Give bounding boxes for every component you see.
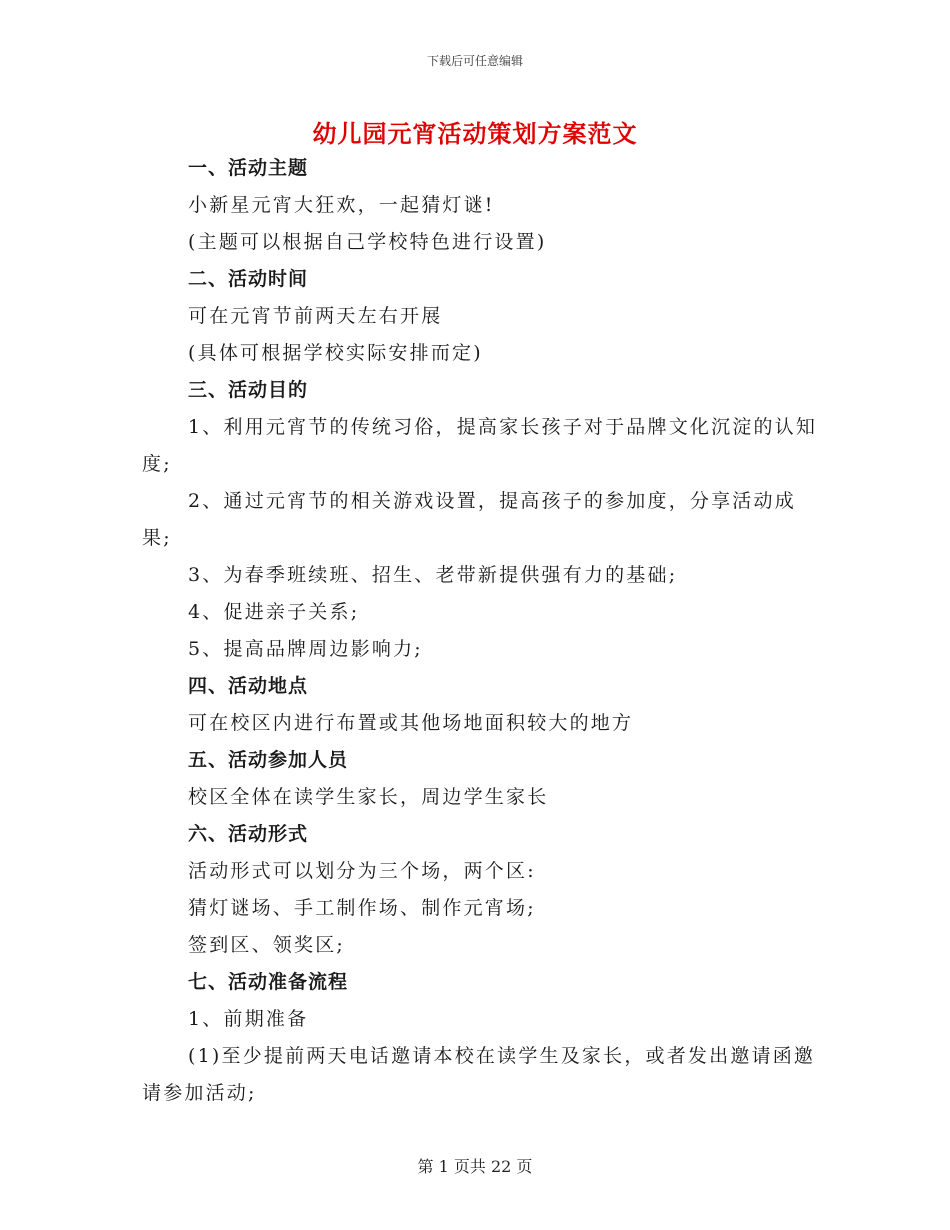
paragraph: 猜灯谜场、手工制作场、制作元宵场; [188, 897, 536, 919]
section-heading-purpose: 三、活动目的 [188, 379, 309, 401]
document-title: 幼儿园元宵活动策划方案范文 [312, 119, 638, 148]
section-heading-location: 四、活动地点 [188, 675, 309, 697]
section-heading-time: 二、活动时间 [188, 268, 309, 290]
paragraph: 可在校区内进行布置或其他场地面积较大的地方 [188, 712, 634, 734]
header-note: 下载后可任意编辑 [426, 54, 523, 68]
paragraph: 活动形式可以划分为三个场，两个区: [188, 860, 536, 882]
paragraph: (主题可以根据自己学校特色进行设置) [188, 231, 547, 253]
paragraph: 校区全体在读学生家长，周边学生家长 [188, 786, 549, 808]
list-item: (1)至少提前两天电话邀请本校在读学生及家长，或者发出邀请函邀请参加活动; [142, 1045, 816, 1104]
document-body [142, 150, 822, 1112]
section-heading-theme: 一、活动主题 [188, 157, 309, 179]
list-item: 3、为春季班续班、招生、老带新提供强有力的基础; [188, 564, 678, 586]
list-item: 5、提高品牌周边影响力; [188, 638, 423, 660]
list-item: 1、利用元宵节的传统习俗，提高家长孩子对于品牌文化沉淀的认知度; [142, 416, 818, 475]
list-item: 2、通过元宵节的相关游戏设置，提高孩子的参加度，分享活动成果; [142, 490, 796, 549]
paragraph: 小新星元宵大狂欢，一起猜灯谜! [188, 194, 495, 216]
section-heading-participants: 五、活动参加人员 [188, 749, 349, 771]
list-item: 4、促进亲子关系; [188, 601, 360, 623]
section-heading-format: 六、活动形式 [188, 823, 309, 845]
paragraph: 签到区、领奖区; [188, 934, 346, 956]
page-number-footer: 第 1 页共 22 页 [417, 1157, 533, 1176]
subheading: 1、前期准备 [188, 1008, 309, 1030]
section-heading-preparation: 七、活动准备流程 [188, 971, 349, 993]
paragraph: (具体可根据学校实际安排而定) [188, 342, 483, 364]
paragraph: 可在元宵节前两天左右开展 [188, 305, 443, 327]
